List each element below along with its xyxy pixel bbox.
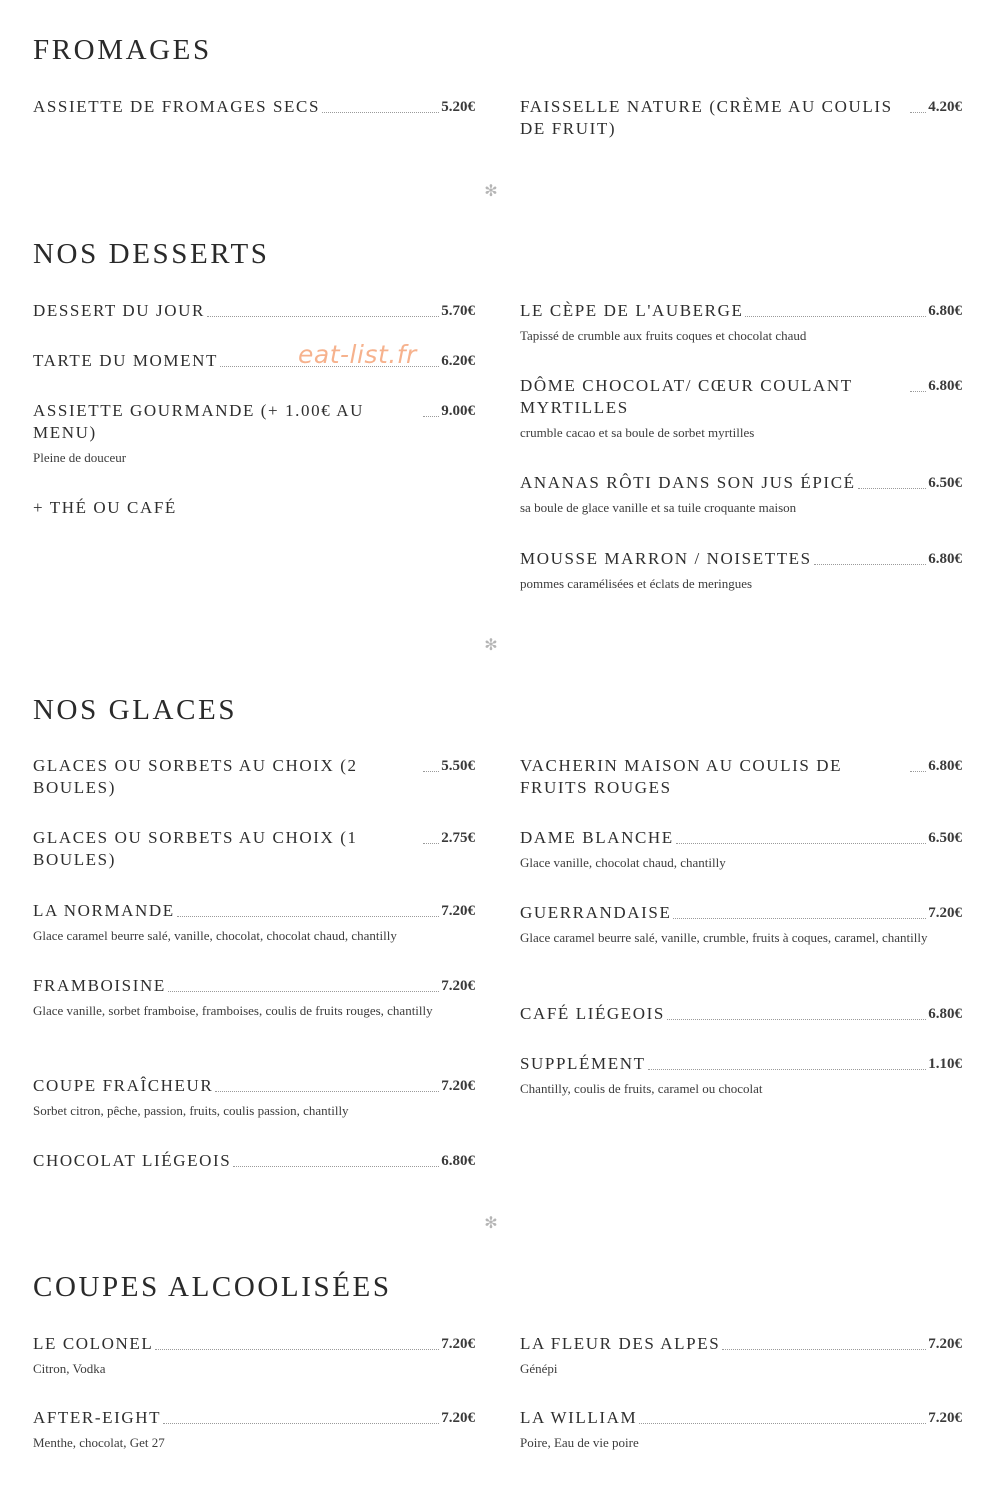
dot-leader	[910, 770, 926, 772]
menu-item-la-fleur-des-alpes	[520, 1333, 962, 1381]
menu-item-name: GLACES OU SORBETS AU CHOIX (2 BOULES)	[33, 756, 358, 797]
menu-item-name: CAFÉ LIÉGEOIS	[520, 1004, 665, 1023]
menu-item-name: LE CÈPE DE L'AUBERGE	[520, 301, 744, 320]
menu-item-header	[520, 472, 962, 494]
menu-item-ananas-roti-dans-son-jus-epice	[520, 472, 962, 520]
menu-item-header	[33, 827, 475, 871]
dot-leader	[163, 1422, 439, 1424]
section-title-fromages: FROMAGES	[33, 34, 212, 66]
menu-item-description: Glace caramel beurre salé, vanille, crumble, fruits à coques, caramel, chantilly	[520, 930, 928, 945]
menu-item-description: crumble cacao et sa boule de sorbet myrtilles	[520, 425, 755, 440]
menu-item-glaces-ou-sorbets-au-choix-2-boules	[33, 755, 475, 799]
menu-item-price: 6.80€	[928, 1006, 962, 1022]
menu-item-mousse-marron-noisettes	[520, 548, 962, 596]
menu-item-price: 6.80€	[928, 378, 962, 394]
menu-item-header	[520, 1333, 962, 1355]
menu-item-name: GLACES OU SORBETS AU CHOIX (1 BOULES)	[33, 828, 358, 869]
menu-item-header	[520, 755, 962, 799]
menu-item-header	[520, 902, 962, 924]
menu-item-le-cepe-de-l-auberge	[520, 300, 962, 348]
menu-item-vacherin-maison-au-coulis-de-fruits-rouges	[520, 755, 962, 799]
menu-item-assiette-gourmande-1-00-au-menu	[33, 400, 475, 470]
dot-leader	[155, 1348, 439, 1350]
menu-item-header	[33, 1333, 475, 1355]
menu-item-header	[520, 1003, 962, 1025]
menu-item-header	[33, 1407, 475, 1429]
menu-item-price: 6.80€	[441, 1153, 475, 1169]
dot-leader	[639, 1422, 926, 1424]
menu-item-name: CHOCOLAT LIÉGEOIS	[33, 1151, 232, 1170]
menu-item-price: 4.20€	[928, 99, 962, 115]
menu-item-header	[33, 900, 475, 922]
section-divider: ✻	[484, 637, 498, 654]
menu-item-header	[33, 975, 475, 997]
menu-item-after-eight	[33, 1407, 475, 1455]
menu-item-the-ou-cafe	[33, 497, 475, 519]
menu-item-name: LA FLEUR DES ALPES	[520, 1334, 721, 1353]
menu-item-description: Menthe, chocolat, Get 27	[33, 1435, 165, 1450]
menu-item-name: FRAMBOISINE	[33, 976, 166, 995]
menu-item-dome-chocolat-c-ur-coulant-myrtilles	[520, 375, 962, 445]
watermark-logo: eat-list.fr	[298, 340, 417, 369]
menu-item-guerrandaise	[520, 902, 962, 950]
menu-item-name: LE COLONEL	[33, 1334, 154, 1353]
menu-item-le-colonel	[33, 1333, 475, 1381]
menu-item-description: Pleine de douceur	[33, 450, 127, 465]
dot-leader	[322, 111, 439, 113]
menu-item-price: 5.70€	[441, 303, 475, 319]
menu-item-description: Sorbet citron, pêche, passion, fruits, coulis passion, chantilly	[33, 1103, 349, 1118]
menu-item-faisselle-nature-creme-au-coulis-de-fruit	[520, 96, 962, 140]
menu-item-header	[520, 1407, 962, 1429]
menu-item-price: 6.20€	[441, 353, 475, 369]
dot-leader	[215, 1090, 439, 1092]
menu-item-dessert-du-jour	[33, 300, 475, 322]
menu-item-name: LA NORMANDE	[33, 901, 175, 920]
dot-leader	[722, 1348, 926, 1350]
menu-item-price: 5.50€	[441, 758, 475, 774]
menu-item-name: ANANAS RÔTI DANS SON JUS ÉPICÉ	[520, 473, 856, 492]
menu-item-tarte-du-moment	[33, 350, 475, 372]
menu-item-price: 6.80€	[928, 303, 962, 319]
dot-leader	[207, 315, 439, 317]
dot-leader	[910, 111, 926, 113]
menu-item-header	[33, 1150, 475, 1172]
dot-leader	[177, 915, 439, 917]
section-title-desserts: NOS DESSERTS	[33, 238, 270, 270]
menu-item-header	[520, 827, 962, 849]
menu-item-name: MOUSSE MARRON / NOISETTES	[520, 549, 812, 568]
menu-item-header	[520, 96, 962, 140]
menu-item-coupe-fraicheur	[33, 1075, 475, 1123]
menu-item-dame-blanche	[520, 827, 962, 875]
dot-leader	[220, 365, 439, 367]
menu-item-name: TARTE DU MOMENT	[33, 351, 218, 370]
menu-item-header	[33, 400, 475, 444]
section-title-glaces: NOS GLACES	[33, 694, 238, 726]
dot-leader	[814, 563, 927, 565]
menu-item-header	[33, 96, 475, 118]
menu-item-name: DESSERT DU JOUR	[33, 301, 205, 320]
dot-leader	[745, 315, 926, 317]
menu-item-supplement	[520, 1053, 962, 1101]
menu-item-header	[520, 548, 962, 570]
dot-leader	[423, 842, 439, 844]
menu-item-price: 7.20€	[928, 905, 962, 921]
menu-item-description: Tapissé de crumble aux fruits coques et chocolat chaud	[520, 328, 807, 343]
menu-item-price: 6.80€	[928, 758, 962, 774]
menu-item-name: LA WILLIAM	[520, 1408, 638, 1427]
menu-item-header	[33, 497, 475, 519]
menu-item-description: Citron, Vodka	[33, 1361, 106, 1376]
dot-leader	[423, 770, 439, 772]
menu-item-description: Génépi	[520, 1361, 558, 1376]
menu-item-header	[33, 755, 475, 799]
menu-item-header	[33, 1075, 475, 1097]
menu-item-description: Glace vanille, chocolat chaud, chantilly	[520, 855, 726, 870]
menu-item-description: Poire, Eau de vie poire	[520, 1435, 639, 1450]
menu-item-header	[520, 300, 962, 322]
menu-item-name: VACHERIN MAISON AU COULIS DE FRUITS ROUGES	[520, 756, 843, 797]
dot-leader	[168, 990, 439, 992]
menu-item-name: ASSIETTE DE FROMAGES SECS	[33, 97, 321, 116]
menu-item-price: 7.20€	[928, 1336, 962, 1352]
menu-item-name: GUERRANDAISE	[520, 903, 672, 922]
dot-leader	[676, 842, 926, 844]
menu-item-price: 7.20€	[441, 978, 475, 994]
menu-item-la-william	[520, 1407, 962, 1455]
dot-leader	[673, 917, 926, 919]
menu-item-price: 1.10€	[928, 1056, 962, 1072]
section-divider: ✻	[484, 183, 498, 200]
menu-item-price: 5.20€	[441, 99, 475, 115]
menu-item-name: AFTER-EIGHT	[33, 1408, 162, 1427]
dot-leader	[648, 1068, 927, 1070]
menu-item-name: DÔME CHOCOLAT/ CŒUR COULANT MYRTILLES	[520, 376, 853, 417]
dot-leader	[858, 487, 927, 489]
menu-item-description: pommes caramélisées et éclats de meringues	[520, 576, 753, 591]
menu-item-price: 9.00€	[441, 403, 475, 419]
dot-leader	[910, 390, 926, 392]
menu-item-price: 7.20€	[928, 1410, 962, 1426]
menu-item-price: 6.80€	[928, 551, 962, 567]
menu-item-name: FAISSELLE NATURE (CRÈME AU COULIS DE FRUIT)	[520, 97, 893, 138]
dot-leader	[233, 1165, 439, 1167]
dot-leader	[423, 415, 439, 417]
menu-item-header	[33, 350, 475, 372]
menu-item-glaces-ou-sorbets-au-choix-1-boules	[33, 827, 475, 871]
menu-item-price: 2.75€	[441, 830, 475, 846]
menu-item-name: ASSIETTE GOURMANDE (+ 1.00€ AU MENU)	[33, 401, 364, 442]
menu-item-description: Chantilly, coulis de fruits, caramel ou chocolat	[520, 1081, 763, 1096]
menu-item-price: 6.50€	[928, 475, 962, 491]
menu-item-price: 7.20€	[441, 1078, 475, 1094]
menu-item-price: 6.50€	[928, 830, 962, 846]
menu-item-name: DAME BLANCHE	[520, 828, 674, 847]
menu-item-header	[520, 1053, 962, 1075]
menu-item-assiette-de-fromages-secs	[33, 96, 475, 118]
menu-item-description: Glace vanille, sorbet framboise, framboises, coulis de fruits rouges, chantilly	[33, 1003, 433, 1018]
menu-item-price: 7.20€	[441, 1336, 475, 1352]
menu-item-name: + THÉ OU CAFÉ	[33, 498, 177, 517]
menu-item-name: COUPE FRAÎCHEUR	[33, 1076, 214, 1095]
dot-leader	[667, 1018, 926, 1020]
menu-item-price: 7.20€	[441, 1410, 475, 1426]
menu-item-description: sa boule de glace vanille et sa tuile croquante maison	[520, 500, 797, 515]
menu-item-name: SUPPLÉMENT	[520, 1054, 646, 1073]
menu-item-chocolat-liegeois	[33, 1150, 475, 1172]
menu-item-description: Glace caramel beurre salé, vanille, chocolat, chocolat chaud, chantilly	[33, 928, 397, 943]
section-title-alcool: COUPES ALCOOLISÉES	[33, 1271, 392, 1303]
menu-item-la-normande	[33, 900, 475, 948]
menu-item-cafe-liegeois	[520, 1003, 962, 1025]
menu-item-price: 7.20€	[441, 903, 475, 919]
menu-item-framboisine	[33, 975, 475, 1023]
menu-item-header	[520, 375, 962, 419]
section-divider: ✻	[484, 1215, 498, 1232]
menu-item-header	[33, 300, 475, 322]
